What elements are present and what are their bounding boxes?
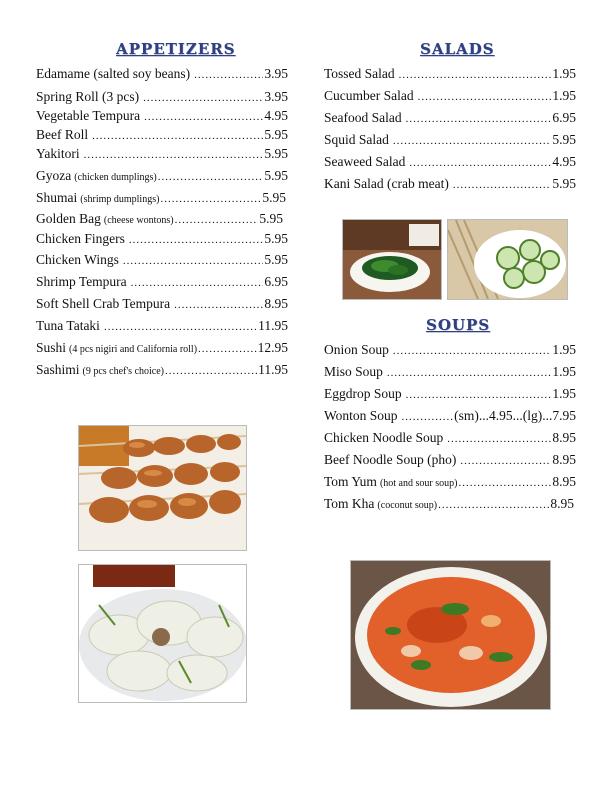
leader-dots xyxy=(92,130,263,142)
leader-dots xyxy=(194,69,263,81)
item-name: Vegetable Tempura xyxy=(36,108,141,123)
item-name: Onion Soup xyxy=(324,342,389,357)
menu-item xyxy=(36,252,288,268)
item-name: Sashimi xyxy=(36,362,80,377)
tom-yum-photo xyxy=(350,560,551,710)
soups-list xyxy=(324,340,576,515)
leader-dots xyxy=(460,455,551,467)
item-price: 1.95 xyxy=(552,386,576,401)
leader-dots xyxy=(104,321,257,333)
item-name: Sushi xyxy=(36,340,67,355)
appetizers-heading: APPETIZERS xyxy=(116,40,236,58)
item-name: Beef Roll xyxy=(36,127,89,142)
menu-item xyxy=(324,452,576,468)
item-price: 1.95 xyxy=(552,342,576,357)
item-price: 6.95 xyxy=(264,274,288,289)
item-price: 3.95 xyxy=(264,89,288,104)
item-name: Seaweed Salad xyxy=(324,154,406,169)
item-desc: (shrimp dumplings) xyxy=(80,194,160,205)
item-desc: (chicken dumplings) xyxy=(74,172,157,183)
leader-dots xyxy=(129,234,264,246)
item-price: 11.95 xyxy=(258,362,288,377)
item-price: 8.95 xyxy=(550,496,574,511)
leader-dots xyxy=(144,111,263,123)
leader-dots xyxy=(406,113,552,125)
item-price: 5.95 xyxy=(259,211,283,226)
leader-dots xyxy=(84,149,264,161)
item-price: 3.95 xyxy=(264,66,288,81)
item-desc: (coconut soup) xyxy=(377,500,438,511)
item-name: Gyoza xyxy=(36,168,72,183)
item-price: 1.95 xyxy=(552,88,576,103)
item-price: 6.95 xyxy=(552,110,576,125)
menu-item xyxy=(36,108,288,124)
leader-dots xyxy=(393,135,551,147)
menu-item xyxy=(324,496,574,512)
leader-dots xyxy=(406,389,552,401)
leader-dots xyxy=(123,255,264,267)
menu-item xyxy=(36,296,288,312)
item-name: Miso Soup xyxy=(324,364,383,379)
item-desc: (hot and sour soup) xyxy=(379,478,458,489)
menu-item xyxy=(36,318,288,334)
item-name: Beef Noodle Soup (pho) xyxy=(324,452,457,467)
leader-dots xyxy=(143,92,263,104)
item-name: Tom Kha xyxy=(324,496,375,511)
menu-item xyxy=(324,364,576,380)
menu-item xyxy=(324,474,576,490)
item-price: 4.95 xyxy=(552,154,576,169)
leader-dots xyxy=(447,433,551,445)
item-name: Golden Bag xyxy=(36,211,101,226)
menu-item xyxy=(36,340,288,356)
item-price: 5.95 xyxy=(264,231,288,246)
item-price: 5.95 xyxy=(264,127,288,142)
item-price: 5.95 xyxy=(264,146,288,161)
item-name: Tossed Salad xyxy=(324,66,395,81)
item-name: Seafood Salad xyxy=(324,110,402,125)
leader-dots xyxy=(387,367,551,379)
item-price: 8.95 xyxy=(552,430,576,445)
item-price: (sm)...4.95...(lg)...7.95 xyxy=(454,408,576,423)
menu-item xyxy=(324,132,576,148)
soups-heading: SOUPS xyxy=(426,316,491,334)
salads-list xyxy=(324,64,576,194)
item-price: 1.95 xyxy=(552,364,576,379)
menu-item xyxy=(36,190,286,206)
item-desc: (4 pcs nigiri and California roll) xyxy=(69,344,198,355)
menu-item xyxy=(324,342,576,358)
menu-item xyxy=(36,231,288,247)
item-name: Chicken Noodle Soup xyxy=(324,430,444,445)
leader-dots xyxy=(458,477,551,489)
item-price: 12.95 xyxy=(257,340,288,355)
menu-item xyxy=(36,168,288,184)
menu-item xyxy=(324,110,576,126)
item-price: 4.95 xyxy=(264,108,288,123)
item-price: 5.95 xyxy=(552,176,576,191)
item-name: Yakitori xyxy=(36,146,80,161)
item-name: Spring Roll (3 pcs) xyxy=(36,89,140,104)
item-price: 8.95 xyxy=(264,296,288,311)
item-name: Soft Shell Crab Tempura xyxy=(36,296,171,311)
item-name: Shumai xyxy=(36,190,78,205)
menu-item xyxy=(324,430,576,446)
leader-dots xyxy=(165,365,257,377)
menu-item xyxy=(36,362,288,378)
item-name: Tom Yum xyxy=(324,474,377,489)
yakitori-photo xyxy=(78,425,247,551)
leader-dots xyxy=(158,171,264,183)
item-price: 5.95 xyxy=(262,190,286,205)
seaweed-salad-photo xyxy=(342,219,442,300)
item-name: Chicken Fingers xyxy=(36,231,125,246)
leader-dots xyxy=(409,157,551,169)
item-name: Edamame (salted soy beans) xyxy=(36,66,191,81)
menu-item xyxy=(324,408,576,424)
item-price: 5.95 xyxy=(552,132,576,147)
menu-item xyxy=(324,176,576,192)
item-name: Eggdrop Soup xyxy=(324,386,402,401)
leader-dots xyxy=(198,343,257,355)
menu-item xyxy=(324,154,576,170)
leader-dots xyxy=(131,277,264,289)
item-desc: (cheese wontons) xyxy=(103,215,174,226)
item-desc: (9 pcs chef's choice) xyxy=(82,366,164,377)
item-name: Kani Salad (crab meat) xyxy=(324,176,449,191)
menu-item xyxy=(36,89,288,105)
item-price: 8.95 xyxy=(552,452,576,467)
appetizers-list xyxy=(36,64,288,384)
item-price: 8.95 xyxy=(552,474,576,489)
item-price: 1.95 xyxy=(552,66,576,81)
menu-item xyxy=(324,88,576,104)
menu-item xyxy=(36,127,288,143)
item-price: 5.95 xyxy=(264,168,288,183)
item-price: 5.95 xyxy=(264,252,288,267)
item-name: Shrimp Tempura xyxy=(36,274,127,289)
leader-dots xyxy=(393,345,551,357)
leader-dots xyxy=(399,69,552,81)
menu-item xyxy=(36,66,288,82)
menu-item xyxy=(36,146,288,162)
leader-dots xyxy=(418,91,552,103)
salads-heading: SALADS xyxy=(420,40,495,58)
menu-item xyxy=(36,274,288,290)
gyoza-photo xyxy=(78,564,247,703)
leader-dots xyxy=(438,499,549,511)
item-name: Chicken Wings xyxy=(36,252,119,267)
menu-item xyxy=(324,386,576,402)
leader-dots xyxy=(160,193,261,205)
item-name: Squid Salad xyxy=(324,132,389,147)
item-name: Wonton Soup xyxy=(324,408,398,423)
item-name: Tuna Tataki xyxy=(36,318,100,333)
item-name: Cucumber Salad xyxy=(324,88,414,103)
item-price: 11.95 xyxy=(258,318,288,333)
leader-dots xyxy=(453,179,552,191)
leader-dots xyxy=(174,299,263,311)
menu-item xyxy=(324,66,576,82)
cucumber-salad-photo xyxy=(447,219,568,300)
menu-item xyxy=(36,211,283,227)
leader-dots xyxy=(175,214,259,226)
leader-dots xyxy=(402,411,454,423)
